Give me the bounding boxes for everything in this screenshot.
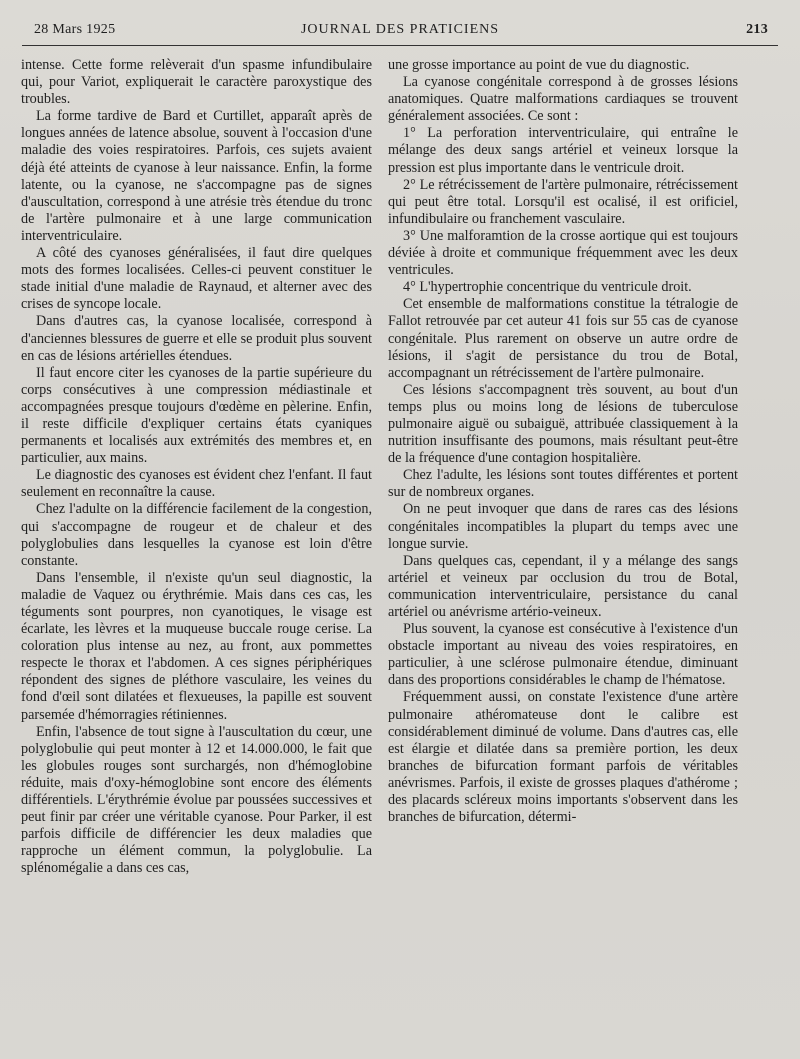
right-column [388, 57, 738, 826]
running-header [22, 22, 778, 42]
paragraph: 3° Une malforamtion de la crosse aortique qui est toujours déviée à droite et communique fréquemment avec les deux ventricules. [388, 227, 738, 279]
paragraph: 1° La perforation interventriculaire, qui entraîne le mélange des deux sangs artériel et veineux lorsque la pression est plus importante dans le ventricule droit. [388, 125, 738, 176]
issue-date: 28 Mars 1925 [34, 22, 116, 37]
left-column [21, 57, 372, 878]
paragraph: Enfin, l'absence de tout signe à l'auscultation du cœur, une polyglobulie qui peut monter à 12 et 14.000.000, le fait que les globules rouges sont surchargés, non d'hémoglobine réduite, mais d'oxy-hémoglobine sont encore des éléments différentiels. L'érythrémie évolue par poussées successives et peut finir par créer une véritable cyanose. Pour Parker, il est parfois difficile de différencier les deux maladies que rapproche un élément commun, la polyglobulie. La splénomégalie a dans ces cas, [21, 723, 372, 877]
header-rule [22, 45, 778, 46]
paragraph: Dans quelques cas, cependant, il y a mélange des sangs artériel et veineux par occlusion du trou de Botal, communication interventriculaire, persistance du canal artériel ou anévrisme artério-veineux. [388, 552, 738, 620]
paragraph: Chez l'adulte, les lésions sont toutes différentes et portent sur de nombreux organes. [388, 467, 738, 501]
paragraph: 4° L'hypertrophie concentrique du ventricule droit. [403, 279, 692, 296]
journal-title: JOURNAL DES PRATICIENS [300, 22, 500, 37]
paragraph: Cet ensemble de malformations constitue la tétralogie de Fallot retrouvée par cet auteur 41 fois sur 55 cas de cyanose congénitale. Plus rarement on observe un autre ordre de lésions, il s'agit de persistance du trou de Botal, accompagnant un rétrécissement de l'artère pulmonaire. [388, 296, 738, 381]
paragraph: Le diagnostic des cyanoses est évident chez l'enfant. Il faut seulement en reconnaître la cause. [21, 467, 372, 501]
page-number: 213 [746, 22, 768, 37]
paragraph: Ces lésions s'accompagnent très souvent, au bout d'un temps plus ou moins long de lésions de tuberculose pulmonaire aiguë ou subaiguë, attribuée classiquement à la nutrition insuffisante des poumons, mais résultant peut-être de la fréquence d'une contagion hospitalière. [388, 381, 738, 467]
paragraph: 2° Le rétrécissement de l'artère pulmonaire, rétrécissement qui peut être total. Lorsqu'il est ocalisé, il est orificiel, infundibulaire ou franchement vasculaire. [388, 176, 738, 227]
paragraph: On ne peut invoquer que dans de rares cas des lésions congénitales incompatibles la plupart du temps avec une longue survie. [388, 501, 738, 552]
paragraph: Fréquemment aussi, on constate l'existence d'une artère pulmonaire athéromateuse dont le calibre est considérablement diminué de volume. Dans d'autres cas, elle est élargie et dilatée dans sa première portion, les deux branches de bifurcation formant parfois de véritables anévrismes. Parfois, il existe de grosses plaques d'athérome ; des placards scléreux moins importants s'observent dans les branches de bifurcation, détermi- [388, 689, 738, 826]
paragraph: La forme tardive de Bard et Curtillet, apparaît après de longues années de latence absolue, souvent à l'occasion d'une maladie des voies respiratoires. Parfois, ces sujets avaient déjà été atteints de cyanose à leur naissance. Enfin, la forme latente, ou la cyanose, ne s'accompagne pas de signes d'auscultation, correspond à une atrésie très étendue du tronc de l'artère pulmonaire et à une large communication interventriculaire. [21, 108, 372, 244]
paragraph: Dans d'autres cas, la cyanose localisée, correspond à d'anciennes blessures de guerre et elle se produit plus souvent en cas de lésions artérielles étendues. [21, 313, 372, 364]
paragraph: La cyanose congénitale correspond à de grosses lésions anatomiques. Quatre malformations cardiaques se trouvent généralement associées. Ce sont : [388, 74, 738, 125]
paragraph: une grosse importance au point de vue du diagnostic. [388, 57, 690, 73]
paragraph: A côté des cyanoses généralisées, il faut dire quelques mots des formes localisées. Celles-ci peuvent constituer le stade initial d'une maladie de Raynaud, et alterner avec des crises de syncope locale. [21, 245, 372, 313]
paragraph: Il faut encore citer les cyanoses de la partie supérieure du corps consécutives à une compression médiastinale et accompagnées presque toujours d'œdème en pèlerine. Enfin, il reste difficile d'expliquer certains états cyaniques permanents et localisés aux extrémités des membres et, en particulier, aux mains. [21, 364, 372, 467]
paragraph: intense. Cette forme relèverait d'un spasme infundibulaire qui, pour Variot, expliquerait le caractère paroxystique des troubles. [21, 57, 372, 108]
paragraph: Plus souvent, la cyanose est consécutive à l'existence d'un obstacle important au niveau des voies respiratoires, en particulier, à une sclérose pulmonaire étendue, diminuant dans des proportions considérables le champ de l'hématose. [388, 621, 738, 689]
paragraph: Chez l'adulte on la différencie facilement de la congestion, qui s'accompagne de rougeur et de chaleur et des polyglobulies dans lesquelles la cyanose est loin d'être constante. [21, 501, 372, 569]
paragraph: Dans l'ensemble, il n'existe qu'un seul diagnostic, la maladie de Vaquez ou érythrémie. Mais dans ces cas, les téguments sont pourpres, non cyanotiques, le visage est écarlate, les lèvres et la muqueuse buccale rouge cerise. La coloration plus intense au nez, au front, aux pommettes respecte le thorax et l'abdomen. A ces signes périphériques répondent des signes de pléthore vasculaire, les veines du fond d'œil sont dilatées et flexueuses, la papille est souvent parsemée d'hémorragies rétiniennes. [21, 569, 372, 723]
